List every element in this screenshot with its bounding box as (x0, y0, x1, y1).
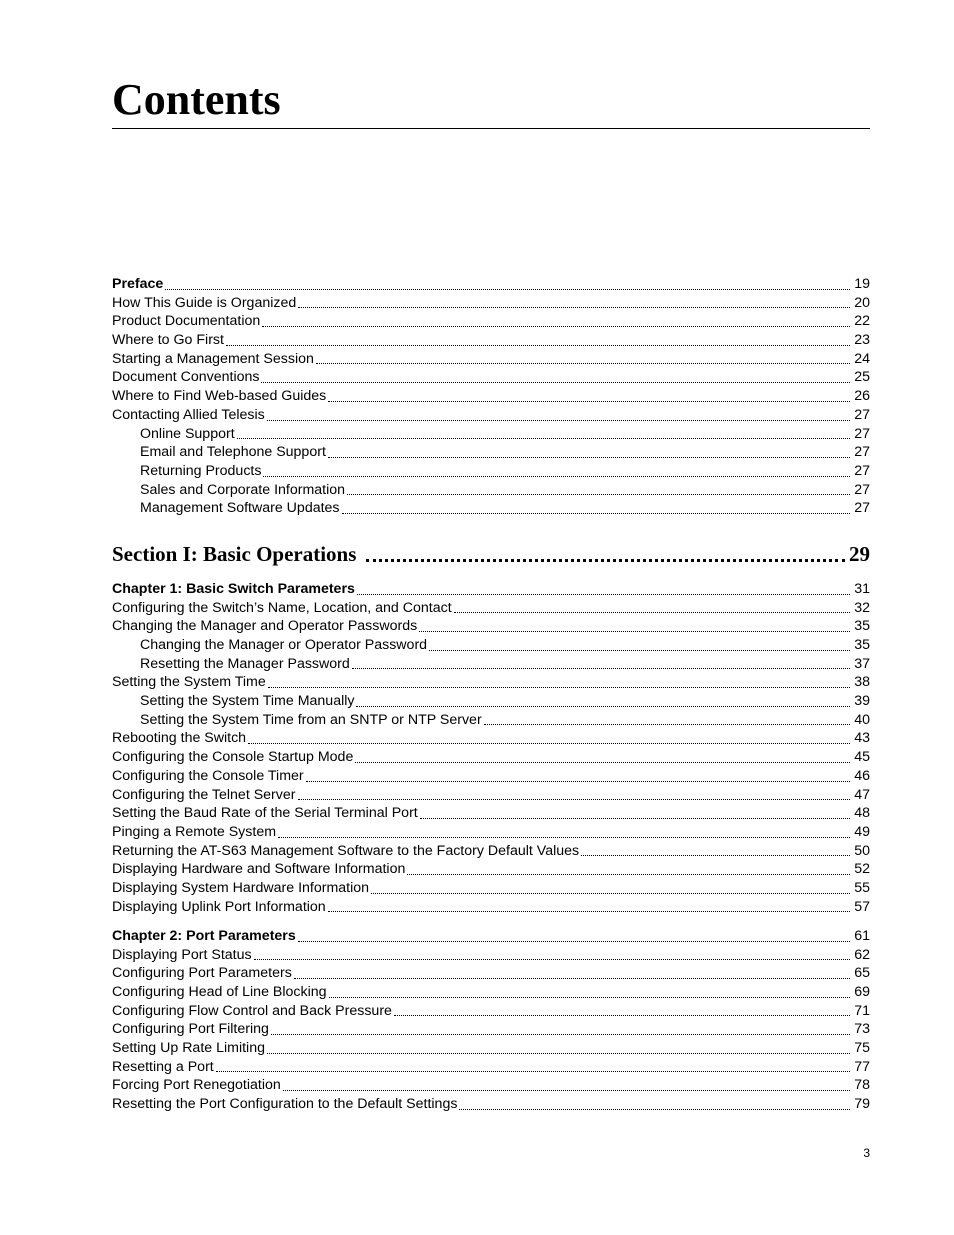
toc-entry[interactable] (112, 804, 870, 823)
toc-entry-page: 48 (854, 805, 870, 822)
toc-entry-label: Chapter 1: Basic Switch Parameters (112, 580, 355, 597)
toc-leader (394, 1014, 850, 1016)
toc-entry[interactable] (112, 879, 870, 898)
toc-entry-label: Displaying Hardware and Software Information (112, 861, 406, 878)
toc-entry[interactable] (112, 823, 870, 842)
toc-entry-page: 62 (854, 946, 870, 963)
toc-entry[interactable] (112, 1020, 870, 1039)
toc-leader (306, 780, 851, 782)
toc-entry-label: Changing the Manager or Operator Password (140, 637, 428, 653)
toc-group-chapter2 (112, 927, 870, 1114)
toc-entry-label: Resetting the Manager Password (140, 655, 350, 672)
toc-leader (316, 362, 850, 364)
toc-entry[interactable] (112, 946, 870, 965)
toc-leader (352, 667, 850, 669)
toc-entry-label: Chapter 2: Port Parameters (112, 927, 296, 944)
toc-entry-page: 52 (854, 861, 870, 878)
toc-entry-page: 39 (854, 693, 870, 710)
toc-entry[interactable] (112, 294, 870, 313)
toc-entry[interactable] (112, 1058, 870, 1077)
toc-entry-page: 31 (854, 580, 870, 597)
toc-leader (261, 381, 850, 383)
toc-entry-page: 27 (854, 406, 870, 423)
toc-leader (294, 977, 850, 979)
toc-leader (283, 1089, 850, 1091)
toc-leader (298, 798, 851, 800)
toc-leader (267, 1052, 850, 1054)
toc-entry-page: 37 (854, 655, 870, 672)
toc-entry-page: 40 (854, 711, 870, 728)
toc-entry-page: 25 (854, 369, 870, 386)
toc-entry-label: Configuring the Switch’s Name, Location, and Contact (112, 599, 452, 616)
toc-entry-label: Returning Products (140, 462, 262, 479)
toc-entry[interactable] (112, 711, 870, 730)
toc-entry[interactable] (112, 964, 870, 983)
toc-entry-page: 35 (854, 637, 870, 653)
toc-entry[interactable] (112, 1095, 870, 1114)
toc-leader (459, 1108, 850, 1110)
toc-entry-label: Starting a Management Session (112, 350, 314, 367)
toc-entry[interactable] (112, 387, 870, 406)
toc-entry-label: Changing the Manager and Operator Passwords (112, 618, 418, 635)
toc-entry[interactable] (112, 1076, 870, 1095)
toc-entry-label: Product Documentation (112, 313, 261, 330)
toc-entry-page: 24 (854, 350, 870, 367)
toc-entry-label: Displaying Port Status (112, 946, 252, 963)
toc-entry-page: 71 (854, 1002, 870, 1019)
toc-group-preface (112, 275, 870, 518)
toc-entry-page: 47 (854, 786, 870, 803)
toc-entry-label: Configuring the Console Timer (112, 767, 304, 784)
toc-entry-label: Pinging a Remote System (112, 823, 277, 840)
toc-entry[interactable] (112, 443, 870, 462)
toc-entry-label: Configuring Port Filtering (112, 1021, 269, 1038)
toc-leader (165, 288, 850, 290)
toc-leader (271, 1033, 850, 1035)
toc-entry-page: 27 (854, 481, 870, 498)
toc-entry[interactable] (112, 1039, 870, 1058)
toc-entry-page: 23 (854, 332, 870, 349)
toc-entry-label: Email and Telephone Support (140, 444, 326, 461)
toc-entry[interactable] (112, 462, 870, 481)
toc-entry-label: Preface (112, 276, 164, 292)
toc-entry-page: 27 (854, 462, 870, 479)
toc-leader (581, 854, 850, 856)
toc-entry[interactable] (112, 767, 870, 786)
toc-chapter-entry[interactable] (112, 580, 870, 599)
toc-entry-label: Management Software Updates (140, 500, 340, 517)
toc-entry[interactable] (112, 786, 870, 805)
title-rule (112, 128, 870, 129)
page-number: 3 (863, 1146, 870, 1160)
table-of-contents (112, 275, 870, 1114)
toc-leader (329, 996, 851, 998)
toc-entry-page: 32 (854, 599, 870, 616)
toc-leader (263, 475, 850, 477)
toc-leader (262, 325, 850, 327)
toc-leader (278, 836, 850, 838)
toc-entry-page: 55 (854, 879, 870, 896)
toc-leader (328, 400, 850, 402)
toc-entry-page: 35 (854, 618, 870, 635)
toc-entry-label: Displaying System Hardware Information (112, 879, 370, 896)
toc-leader (357, 593, 850, 595)
toc-entry[interactable] (112, 617, 870, 636)
toc-entry-label: Configuring Port Parameters (112, 965, 292, 982)
toc-leader (248, 742, 850, 744)
toc-entry-label: How This Guide is Organized (112, 294, 297, 311)
toc-entry[interactable] (112, 655, 870, 674)
toc-entry[interactable] (112, 406, 870, 425)
toc-entry[interactable] (112, 842, 870, 861)
toc-entry-label: Where to Find Web-based Guides (112, 388, 327, 405)
toc-entry-page: 46 (854, 767, 870, 784)
toc-entry-page: 57 (854, 898, 870, 915)
toc-leader (328, 456, 850, 458)
toc-leader (226, 344, 850, 346)
toc-entry[interactable] (112, 350, 870, 369)
toc-entry[interactable] (112, 1002, 870, 1021)
toc-entry[interactable] (112, 599, 870, 618)
toc-chapter-entry[interactable] (112, 275, 870, 294)
toc-entry-label: Rebooting the Switch (112, 730, 247, 747)
toc-entry-page: 26 (854, 388, 870, 405)
toc-leader (454, 611, 851, 613)
toc-entry[interactable] (112, 481, 870, 500)
page-title: Contents (112, 75, 281, 124)
toc-entry-label: Configuring Flow Control and Back Pressure (112, 1002, 392, 1019)
toc-leader (366, 558, 845, 562)
toc-entry-page: 27 (854, 444, 870, 461)
toc-entry-label: Setting the Baud Rate of the Serial Terminal Port (112, 805, 418, 822)
toc-entry[interactable] (112, 729, 870, 748)
toc-entry[interactable] (112, 673, 870, 692)
toc-leader (342, 512, 851, 514)
toc-entry-page: 78 (854, 1077, 870, 1094)
toc-entry[interactable] (112, 312, 870, 331)
toc-entry-label: Configuring the Console Startup Mode (112, 749, 354, 766)
toc-entry[interactable] (112, 748, 870, 767)
toc-entry-label: Setting Up Rate Limiting (112, 1040, 265, 1057)
toc-entry-label: Resetting a Port (112, 1058, 214, 1075)
toc-entry-page: 27 (854, 425, 870, 442)
toc-leader (347, 493, 850, 495)
toc-entry-label: Contacting Allied Telesis (112, 406, 265, 423)
toc-entry-label: Returning the AT-S63 Management Software to the Factory Default Values (112, 842, 580, 859)
toc-entry-page: 49 (854, 823, 870, 840)
toc-leader (298, 940, 851, 942)
toc-entry-label: Forcing Port Renegotiation (112, 1077, 281, 1094)
toc-leader (328, 910, 851, 912)
toc-entry-page: 65 (854, 965, 870, 982)
toc-entry-label: Setting the System Time from an SNTP or NTP Server (140, 711, 482, 728)
toc-entry-page: 77 (854, 1058, 870, 1075)
toc-leader (429, 649, 850, 651)
toc-entry-label: Sales and Corporate Information (140, 481, 346, 498)
toc-entry-page: 22 (854, 313, 870, 330)
toc-entry-label: Setting the System Time (112, 674, 266, 691)
toc-leader (419, 630, 850, 632)
toc-entry-label: Setting the System Time Manually (140, 693, 355, 710)
toc-section-label: Section I: Basic Operations (112, 541, 357, 566)
toc-section-page: 29 (849, 541, 870, 566)
toc-entry-page: 73 (854, 1021, 870, 1038)
toc-entry-page: 79 (854, 1096, 870, 1113)
toc-entry[interactable] (112, 499, 870, 518)
toc-leader (298, 306, 850, 308)
toc-entry-page: 27 (854, 500, 870, 517)
toc-entry-page: 20 (854, 294, 870, 311)
toc-entry-label: Displaying Uplink Port Information (112, 898, 326, 915)
toc-entry-label: Document Conventions (112, 369, 260, 386)
toc-leader (267, 419, 850, 421)
toc-leader (216, 1070, 850, 1072)
toc-chapter-entry[interactable] (112, 927, 870, 946)
toc-entry[interactable] (112, 425, 870, 444)
toc-entry-label: Configuring Head of Line Blocking (112, 983, 327, 1000)
toc-entry-page: 43 (854, 730, 870, 747)
toc-entry-page: 45 (854, 749, 870, 766)
toc-leader (420, 817, 850, 819)
toc-entry-page: 61 (854, 927, 870, 944)
toc-entry[interactable] (112, 898, 870, 917)
toc-entry[interactable] (112, 983, 870, 1002)
toc-entry[interactable] (112, 636, 870, 655)
toc-leader (356, 705, 850, 707)
toc-entry-label: Configuring the Telnet Server (112, 786, 296, 803)
toc-leader (371, 892, 850, 894)
toc-entry-label: Resetting the Port Configuration to the Default Settings (112, 1096, 458, 1113)
toc-entry[interactable] (112, 368, 870, 387)
toc-entry-page: 69 (854, 983, 870, 1000)
toc-leader (254, 958, 851, 960)
toc-entry[interactable] (112, 860, 870, 879)
toc-entry[interactable] (112, 331, 870, 350)
toc-entry[interactable] (112, 692, 870, 711)
toc-entry-page: 75 (854, 1040, 870, 1057)
toc-entry-page: 19 (854, 276, 870, 292)
toc-entry-page: 38 (854, 674, 870, 691)
toc-leader (407, 873, 850, 875)
toc-entry-page: 50 (854, 842, 870, 859)
toc-leader (484, 723, 851, 725)
toc-group-chapter1 (112, 580, 870, 916)
toc-leader (355, 761, 850, 763)
toc-leader (237, 437, 851, 439)
toc-entry-label: Where to Go First (112, 332, 224, 349)
toc-section-entry[interactable] (112, 539, 870, 569)
toc-leader (268, 686, 850, 688)
toc-entry-label: Online Support (140, 425, 235, 442)
